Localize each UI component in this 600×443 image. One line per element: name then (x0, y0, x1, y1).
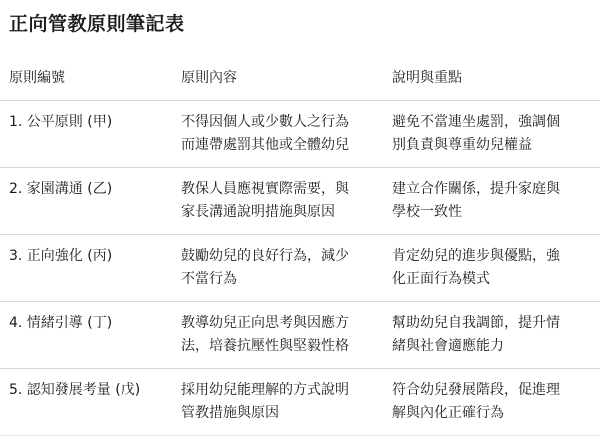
table-row (0, 101, 600, 168)
notes-line: 幫助幼兒自我調節，提升情 (392, 315, 560, 331)
principle-content (181, 111, 386, 157)
principle-content (181, 379, 386, 425)
content-line: 採用幼兒能理解的方式說明 (181, 382, 349, 398)
principle-notes (392, 245, 592, 291)
content-line: 不得因個人或少數人之行為 (181, 114, 349, 130)
content-line: 法，培養抗壓性與堅毅性格 (181, 338, 349, 354)
header-principle-number: 原則編號 (9, 70, 65, 86)
content-line: 家長溝通說明措施與原因 (181, 204, 335, 220)
notes-line: 解與內化正確行為 (392, 405, 504, 421)
principle-id: 2. 家園溝通 (乙) (9, 181, 113, 197)
principle-content (181, 312, 386, 358)
principle-content (181, 178, 386, 224)
notes-line: 建立合作關係，提升家庭與 (392, 181, 560, 197)
principles-table (0, 56, 600, 436)
notes-line: 符合幼兒發展階段，促進理 (392, 382, 560, 398)
header-notes: 說明與重點 (392, 70, 462, 86)
content-line: 鼓勵幼兒的良好行為，減少 (181, 248, 349, 264)
content-line: 不當行為 (181, 271, 237, 287)
principle-content (181, 245, 386, 291)
principle-notes (392, 178, 592, 224)
notes-line: 肯定幼兒的進步與優點，強 (392, 248, 560, 264)
principle-notes (392, 111, 592, 157)
content-line: 教保人員應視實際需要，與 (181, 181, 349, 197)
principle-notes (392, 312, 592, 358)
notes-line: 避免不當連坐處罰，強調個 (392, 114, 560, 130)
principle-id: 5. 認知發展考量 (戊) (9, 382, 141, 398)
principle-notes (392, 379, 592, 425)
table-row (0, 369, 600, 436)
principle-id: 4. 情緒引導 (丁) (9, 315, 113, 331)
principle-id: 3. 正向強化 (丙) (9, 248, 113, 264)
content-line: 管教措施與原因 (181, 405, 279, 421)
principle-id: 1. 公平原則 (甲) (9, 114, 113, 130)
header-principle-content: 原則內容 (181, 70, 237, 86)
table-row (0, 168, 600, 235)
notes-line: 化正面行為模式 (392, 271, 490, 287)
content-line: 而連帶處罰其他或全體幼兒 (181, 137, 349, 153)
page-title: 正向管教原則筆記表 (9, 13, 185, 35)
table-row (0, 302, 600, 369)
notes-line: 緒與社會適應能力 (392, 338, 504, 354)
table-header-row (0, 56, 600, 101)
table-row (0, 235, 600, 302)
notes-line: 學校一致性 (392, 204, 462, 220)
notes-line: 別負責與尊重幼兒權益 (392, 137, 532, 153)
content-line: 教導幼兒正向思考與因應方 (181, 315, 349, 331)
